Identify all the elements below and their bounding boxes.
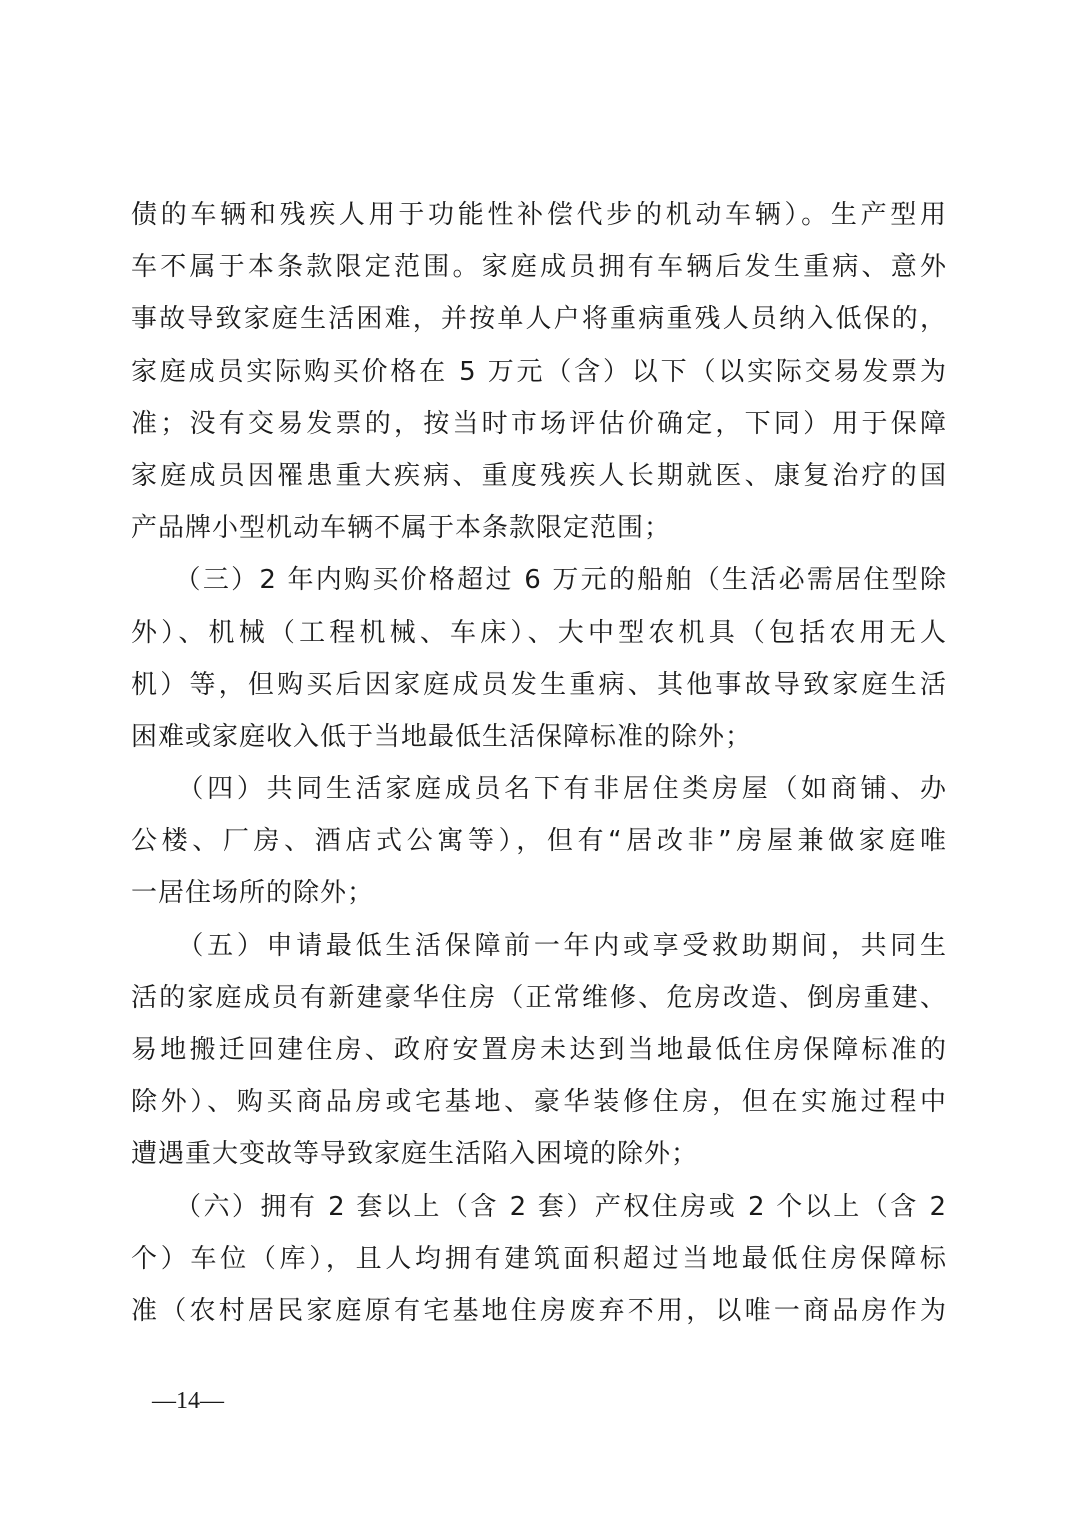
text-line: 准；没有交易发票的，按当时市场评估价确定，下同）用于保障 [131, 408, 947, 439]
text-line: 准（农村居民家庭原有宅基地住房废弃不用，以唯一商品房作为 [131, 1295, 947, 1326]
text-line: 外）、机械（工程机械、车床）、大中型农机具（包括农用无人 [131, 617, 947, 648]
text-line: 公楼、厂房、酒店式公寓等），但有“居改非”房屋兼做家庭唯 [131, 826, 947, 857]
text-line: 家庭成员因罹患重大疾病、重度残疾人长期就医、康复治疗的国 [131, 460, 947, 491]
body-text [131, 189, 947, 1337]
text-line: （四）共同生活家庭成员名下有非居住类房屋（如商铺、办 [131, 774, 947, 805]
text-line: 债的车辆和残疾人用于功能性补偿代步的机动车辆）。生产型用 [131, 200, 947, 230]
text-line: 事故导致家庭生活困难，并按单人户将重病重残人员纳入低保的， [131, 304, 947, 335]
text-line: （六）拥有 2 套以上（含 2 套）产权住房或 2 个以上（含 2 [131, 1191, 947, 1222]
text-line: 一居住场所的除外； [131, 878, 375, 909]
text-line: 个）车位（库），且人均拥有建筑面积超过当地最低住房保障标 [131, 1243, 947, 1274]
text-line: 遭遇重大变故等导致家庭生活陷入困境的除外； [131, 1139, 699, 1170]
text-line: 家庭成员实际购买价格在 5 万元（含）以下（以实际交易发票为 [131, 356, 947, 387]
text-line: 困难或家庭收入低于当地最低生活保障标准的除外； [131, 721, 753, 752]
page-number: —14— [152, 1388, 224, 1414]
text-line: 除外）、购买商品房或宅基地、豪华装修住房，但在实施过程中 [131, 1087, 947, 1118]
text-line: 活的家庭成员有新建豪华住房（正常维修、危房改造、倒房重建、 [131, 982, 947, 1013]
text-line: 车不属于本条款限定范围。家庭成员拥有车辆后发生重病、意外 [131, 252, 947, 283]
text-line: （三）2 年内购买价格超过 6 万元的船舶（生活必需居住型除 [131, 565, 947, 596]
text-line: （五）申请最低生活保障前一年内或享受救助期间，共同生 [131, 930, 947, 961]
text-line: 易地搬迁回建住房、政府安置房未达到当地最低住房保障标准的 [131, 1035, 947, 1065]
text-line: 产品牌小型机动车辆不属于本条款限定范围； [131, 513, 672, 544]
text-line: 机）等，但购买后因家庭成员发生重病、其他事故导致家庭生活 [131, 669, 947, 700]
